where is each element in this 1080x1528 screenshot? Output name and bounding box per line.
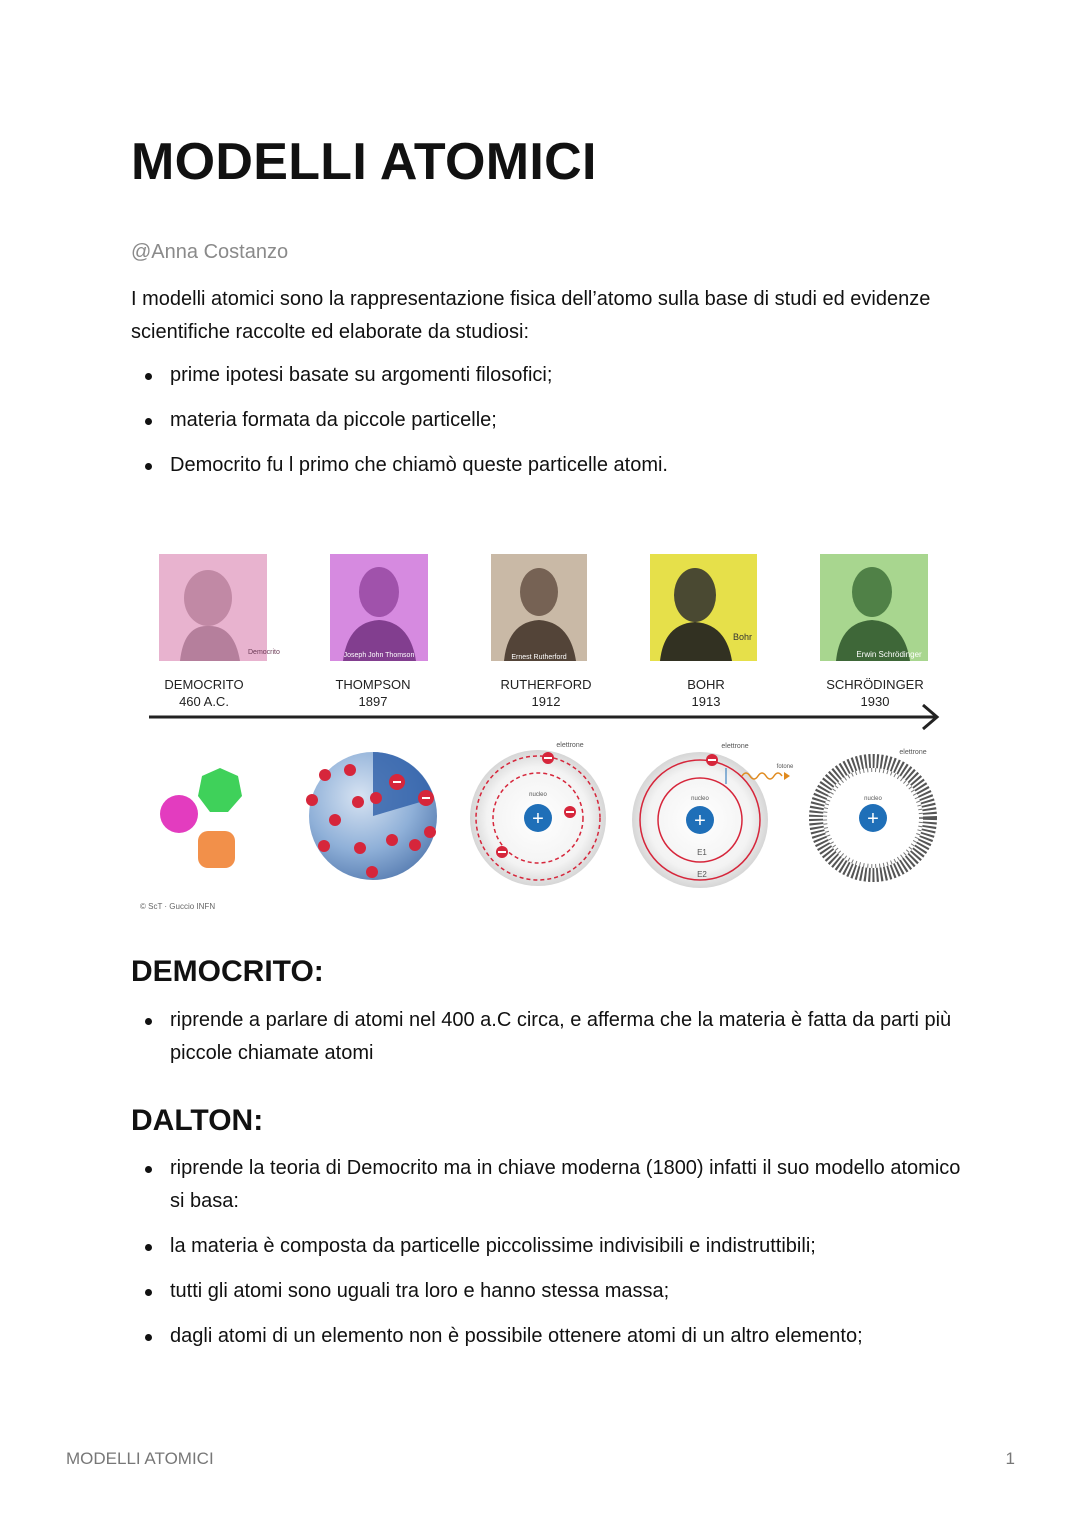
portrait-thomson [330, 554, 428, 661]
bullet-dot-icon [145, 1334, 152, 1341]
portrait-rutherford [491, 554, 587, 661]
section-heading-dalton: DALTON: [131, 1104, 264, 1137]
svg-text:Bohr: Bohr [733, 632, 753, 642]
rutherford-model-icon [470, 742, 606, 886]
list-item: la materia è composta da particelle piccolissime indivisibili e indistruttibili; [131, 1230, 961, 1263]
page-title: MODELLI ATOMICI [131, 133, 597, 191]
svg-text:Democrito: Democrito [248, 649, 280, 656]
scientist-year: 1912 [531, 694, 561, 709]
svg-text:Erwin Schrödinger: Erwin Schrödinger [856, 650, 922, 659]
list-item: tutti gli atomi sono uguali tra loro e hanno stessa massa; [131, 1275, 961, 1308]
scientist-name: RUTHERFORD [500, 677, 592, 692]
scientist-name: SCHRÖDINGER [826, 677, 924, 692]
bullet-dot-icon [145, 1166, 152, 1173]
list-item: materia formata da piccole particelle; [131, 404, 961, 437]
svg-text:+: + [532, 808, 544, 830]
list-item: Democrito fu l primo che chiamò queste particelle atomi. [131, 449, 961, 482]
bullet-dot-icon [145, 1289, 152, 1296]
svg-text:E2: E2 [697, 870, 707, 879]
svg-text:elettrone: elettrone [899, 749, 927, 756]
scientist-name: THOMPSON [335, 677, 411, 692]
svg-text:nucleo: nucleo [864, 796, 882, 802]
bullet-dot-icon [145, 1018, 152, 1025]
svg-text:E1: E1 [697, 848, 707, 857]
scientist-name: BOHR [687, 677, 725, 692]
intro-bullet-list [131, 359, 961, 482]
author-handle: @Anna Costanzo [131, 241, 289, 263]
dalton-bullet-list [131, 1152, 961, 1353]
image-credit: © ScT · Guccio INFN [140, 902, 216, 911]
page-number: 1 [1005, 1449, 1015, 1468]
bohr-model-icon [632, 743, 794, 888]
bullet-dot-icon [145, 1244, 152, 1251]
list-item: riprende a parlare di atomi nel 400 a.C circa, e afferma che la materia è fatta da parti più piccole chiamate atomi [131, 1004, 961, 1070]
list-item: dagli atomi di un elemento non è possibile ottenere atomi di un altro elemento; [131, 1320, 961, 1353]
scientist-name: DEMOCRITO [164, 677, 244, 692]
section-heading-democrito: DEMOCRITO: [131, 955, 324, 988]
scientist-year: 1913 [691, 694, 721, 709]
footer-title: MODELLI ATOMICI [66, 1449, 214, 1468]
schrodinger-model-icon [816, 749, 930, 875]
list-item: prime ipotesi basate su argomenti filosofici; [131, 359, 961, 392]
bullet-dot-icon [145, 418, 152, 425]
scientist-year: 460 A.C. [179, 694, 229, 709]
atomic-models-figure [130, 540, 960, 920]
svg-text:Joseph John Thomson: Joseph John Thomson [343, 652, 415, 659]
democrito-particles-icon [160, 768, 242, 868]
svg-text:nucleo: nucleo [691, 796, 709, 802]
thomson-model-icon [306, 752, 437, 880]
bullet-dot-icon [145, 463, 152, 470]
intro-paragraph: I modelli atomici sono la rappresentazione fisica dell’atomo sulla base di studi ed evidenze scientifiche raccolte ed elaborate da studiosi: [131, 288, 931, 343]
bullet-dot-icon [145, 373, 152, 380]
svg-text:+: + [694, 810, 706, 832]
svg-text:fotone: fotone [776, 764, 794, 770]
svg-text:+: + [867, 808, 879, 830]
scientist-year: 1930 [860, 694, 890, 709]
portrait-schrodinger [820, 554, 928, 661]
scientist-year: 1897 [358, 694, 388, 709]
svg-text:elettrone: elettrone [721, 743, 749, 750]
portrait-democrito [159, 554, 280, 661]
list-item: riprende la teoria di Democrito ma in chiave moderna (1800) infatti il suo modello atomico si basa: [131, 1152, 961, 1218]
democrito-bullet-list [131, 1004, 961, 1070]
portrait-bohr [650, 554, 757, 661]
svg-text:elettrone: elettrone [556, 742, 584, 749]
svg-text:Ernest Rutherford: Ernest Rutherford [511, 654, 567, 661]
svg-text:nucleo: nucleo [529, 792, 547, 798]
